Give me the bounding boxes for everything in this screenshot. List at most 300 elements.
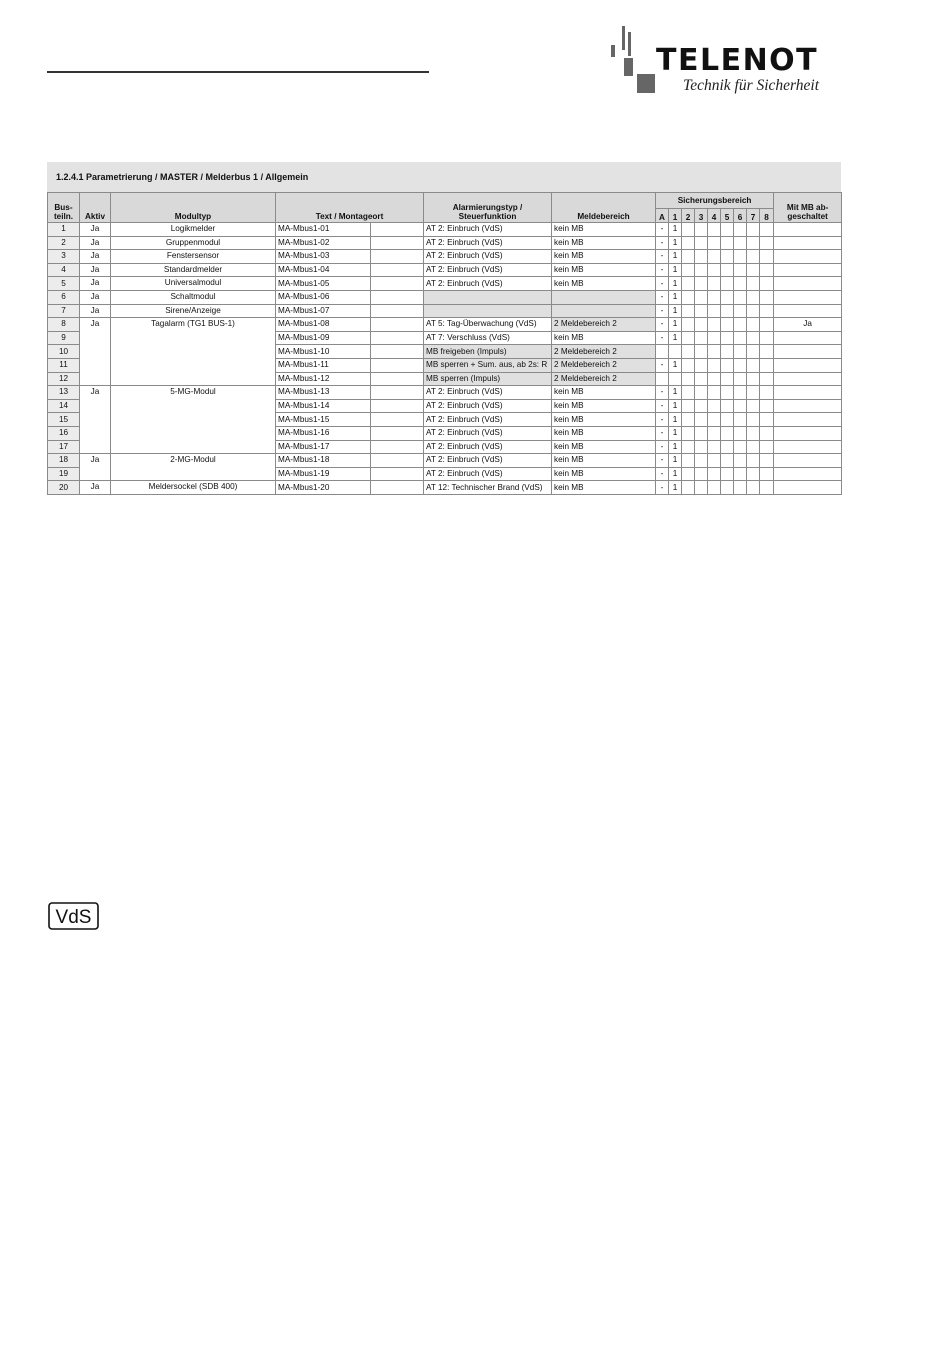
sb-6-cell	[734, 250, 747, 264]
modultyp-cell: Schaltmodul	[111, 290, 276, 304]
sb-7-cell	[747, 304, 760, 318]
table-row	[48, 236, 842, 250]
aktiv-cell: Ja	[80, 263, 111, 277]
text-montageort-cell: MA-Mbus1-09	[276, 331, 371, 345]
sb-5-cell	[721, 331, 734, 345]
sb-a-cell: -	[656, 318, 669, 332]
aktiv-cell: Ja	[80, 277, 111, 291]
meldebereich-cell: kein MB	[552, 440, 656, 454]
meldebereich-cell	[552, 304, 656, 318]
sb-1-cell: 1	[669, 290, 682, 304]
sb-2-cell	[682, 345, 695, 359]
mit-mb-cell	[774, 277, 842, 291]
header-aktiv: Aktiv	[80, 193, 111, 223]
sb-1-cell	[669, 372, 682, 386]
melderbus-table	[47, 192, 842, 495]
sb-3-cell	[695, 331, 708, 345]
sb-8-cell	[760, 318, 774, 332]
text-montageort-cell: MA-Mbus1-08	[276, 318, 371, 332]
sb-6-cell	[734, 263, 747, 277]
text-extra-cell	[371, 250, 424, 264]
sb-4-cell	[708, 358, 721, 372]
sb-4-cell	[708, 454, 721, 468]
alarm-type-cell: AT 12: Technischer Brand (VdS)	[424, 481, 552, 495]
sb-7-cell	[747, 277, 760, 291]
mit-mb-cell	[774, 413, 842, 427]
bus-number-cell: 17	[48, 440, 80, 454]
text-montageort-cell: MA-Mbus1-15	[276, 413, 371, 427]
table-row	[48, 481, 842, 495]
sb-6-cell	[734, 481, 747, 495]
sb-1-cell: 1	[669, 386, 682, 400]
sb-a-cell	[656, 345, 669, 359]
sb-6-cell	[734, 236, 747, 250]
sb-4-cell	[708, 399, 721, 413]
modultyp-cell: Universalmodul	[111, 277, 276, 291]
sb-4-cell	[708, 236, 721, 250]
alarm-type-cell	[424, 290, 552, 304]
sb-8-cell	[760, 454, 774, 468]
sb-5-cell	[721, 277, 734, 291]
sb-a-cell: -	[656, 250, 669, 264]
sb-4-cell	[708, 223, 721, 237]
sb-7-cell	[747, 331, 760, 345]
meldebereich-cell: kein MB	[552, 426, 656, 440]
sb-7-cell	[747, 345, 760, 359]
sb-2-cell	[682, 223, 695, 237]
bus-number-cell: 14	[48, 399, 80, 413]
alarm-type-cell: AT 2: Einbruch (VdS)	[424, 236, 552, 250]
sb-6-cell	[734, 413, 747, 427]
sb-7-cell	[747, 440, 760, 454]
sb-5-cell	[721, 236, 734, 250]
sb-a-cell: -	[656, 454, 669, 468]
mit-mb-cell	[774, 440, 842, 454]
sb-5-cell	[721, 304, 734, 318]
sb-4-cell	[708, 372, 721, 386]
sb-1-cell: 1	[669, 440, 682, 454]
text-montageort-cell: MA-Mbus1-20	[276, 481, 371, 495]
sb-7-cell	[747, 454, 760, 468]
text-montageort-cell: MA-Mbus1-11	[276, 358, 371, 372]
sb-4-cell	[708, 318, 721, 332]
sb-6-cell	[734, 318, 747, 332]
sb-2-cell	[682, 454, 695, 468]
sb-8-cell	[760, 304, 774, 318]
sb-3-cell	[695, 440, 708, 454]
alarm-type-cell: AT 2: Einbruch (VdS)	[424, 277, 552, 291]
table-row	[48, 290, 842, 304]
sb-a-cell: -	[656, 413, 669, 427]
sb-5-cell	[721, 467, 734, 481]
modultyp-cell: Tagalarm (TG1 BUS-1)	[111, 318, 276, 386]
meldebereich-cell: kein MB	[552, 399, 656, 413]
meldebereich-cell: 2 Meldebereich 2	[552, 345, 656, 359]
text-montageort-cell: MA-Mbus1-17	[276, 440, 371, 454]
mit-mb-cell	[774, 263, 842, 277]
sb-a-cell	[656, 372, 669, 386]
sb-7-cell	[747, 290, 760, 304]
header-sb-4: 4	[708, 209, 721, 223]
aktiv-cell: Ja	[80, 304, 111, 318]
sb-6-cell	[734, 223, 747, 237]
sb-2-cell	[682, 440, 695, 454]
alarm-type-cell: AT 2: Einbruch (VdS)	[424, 454, 552, 468]
bus-number-cell: 7	[48, 304, 80, 318]
bus-number-cell: 19	[48, 467, 80, 481]
header-alarm: Alarmierungstyp / Steuerfunktion	[424, 193, 552, 223]
text-extra-cell	[371, 372, 424, 386]
sb-4-cell	[708, 440, 721, 454]
sb-3-cell	[695, 467, 708, 481]
meldebereich-cell: kein MB	[552, 467, 656, 481]
table-row	[48, 318, 842, 332]
alarm-type-cell: MB freigeben (Impuls)	[424, 345, 552, 359]
bus-number-cell: 12	[48, 372, 80, 386]
sb-6-cell	[734, 386, 747, 400]
meldebereich-cell: 2 Meldebereich 2	[552, 372, 656, 386]
sb-4-cell	[708, 331, 721, 345]
alarm-type-cell: MB sperren (Impuls)	[424, 372, 552, 386]
text-extra-cell	[371, 277, 424, 291]
modultyp-cell: Meldersockel (SDB 400)	[111, 481, 276, 495]
header-mitmb: Mit MB ab-geschaltet	[774, 193, 842, 223]
logo-tagline: Technik für Sicherheit	[683, 77, 820, 94]
sb-5-cell	[721, 372, 734, 386]
text-extra-cell	[371, 481, 424, 495]
mit-mb-cell	[774, 454, 842, 468]
text-montageort-cell: MA-Mbus1-18	[276, 454, 371, 468]
sb-5-cell	[721, 223, 734, 237]
meldebereich-cell: kein MB	[552, 277, 656, 291]
text-montageort-cell: MA-Mbus1-07	[276, 304, 371, 318]
header-meldebereich: Meldebereich	[552, 193, 656, 223]
sb-2-cell	[682, 358, 695, 372]
sb-8-cell	[760, 250, 774, 264]
alarm-type-cell: AT 2: Einbruch (VdS)	[424, 413, 552, 427]
sb-2-cell	[682, 467, 695, 481]
header-sb-3: 3	[695, 209, 708, 223]
text-extra-cell	[371, 467, 424, 481]
sb-3-cell	[695, 426, 708, 440]
sb-7-cell	[747, 481, 760, 495]
sb-1-cell: 1	[669, 331, 682, 345]
table-row	[48, 250, 842, 264]
modultyp-cell: Sirene/Anzeige	[111, 304, 276, 318]
sb-2-cell	[682, 426, 695, 440]
vds-mark	[48, 902, 100, 930]
alarm-type-cell: AT 2: Einbruch (VdS)	[424, 467, 552, 481]
sb-7-cell	[747, 223, 760, 237]
sb-a-cell: -	[656, 399, 669, 413]
meldebereich-cell	[552, 290, 656, 304]
aktiv-cell: Ja	[80, 481, 111, 495]
sb-5-cell	[721, 399, 734, 413]
header-sb-1: 1	[669, 209, 682, 223]
sb-2-cell	[682, 290, 695, 304]
sb-1-cell: 1	[669, 304, 682, 318]
bus-number-cell: 3	[48, 250, 80, 264]
sb-6-cell	[734, 399, 747, 413]
parameter-table-panel	[47, 162, 841, 519]
sb-4-cell	[708, 413, 721, 427]
table-row	[48, 263, 842, 277]
meldebereich-cell: kein MB	[552, 263, 656, 277]
sb-5-cell	[721, 358, 734, 372]
sb-a-cell: -	[656, 223, 669, 237]
header-text: Text / Montageort	[276, 193, 424, 223]
text-montageort-cell: MA-Mbus1-06	[276, 290, 371, 304]
meldebereich-cell: kein MB	[552, 413, 656, 427]
mit-mb-cell	[774, 426, 842, 440]
sb-7-cell	[747, 386, 760, 400]
sb-2-cell	[682, 372, 695, 386]
sb-7-cell	[747, 399, 760, 413]
sb-8-cell	[760, 345, 774, 359]
table-row	[48, 223, 842, 237]
sb-3-cell	[695, 223, 708, 237]
sb-a-cell: -	[656, 386, 669, 400]
sb-3-cell	[695, 413, 708, 427]
sb-8-cell	[760, 236, 774, 250]
mit-mb-cell	[774, 467, 842, 481]
text-extra-cell	[371, 331, 424, 345]
sb-1-cell: 1	[669, 358, 682, 372]
header-rule	[47, 71, 429, 73]
sb-7-cell	[747, 236, 760, 250]
mit-mb-cell	[774, 304, 842, 318]
sb-7-cell	[747, 426, 760, 440]
text-extra-cell	[371, 290, 424, 304]
sb-3-cell	[695, 263, 708, 277]
sb-5-cell	[721, 454, 734, 468]
sb-1-cell: 1	[669, 277, 682, 291]
sb-6-cell	[734, 454, 747, 468]
aktiv-cell: Ja	[80, 236, 111, 250]
bus-number-cell: 10	[48, 345, 80, 359]
sb-4-cell	[708, 263, 721, 277]
sb-7-cell	[747, 250, 760, 264]
sb-8-cell	[760, 440, 774, 454]
bus-number-cell: 11	[48, 358, 80, 372]
meldebereich-cell: 2 Meldebereich 2	[552, 318, 656, 332]
sb-3-cell	[695, 399, 708, 413]
aktiv-cell: Ja	[80, 454, 111, 481]
text-extra-cell	[371, 426, 424, 440]
modultyp-cell: 2-MG-Modul	[111, 454, 276, 481]
sb-4-cell	[708, 304, 721, 318]
sb-3-cell	[695, 454, 708, 468]
text-montageort-cell: MA-Mbus1-10	[276, 345, 371, 359]
sb-3-cell	[695, 318, 708, 332]
sb-6-cell	[734, 467, 747, 481]
sb-5-cell	[721, 386, 734, 400]
mit-mb-cell	[774, 345, 842, 359]
mit-mb-cell	[774, 223, 842, 237]
sb-a-cell: -	[656, 426, 669, 440]
sb-5-cell	[721, 263, 734, 277]
table-row	[48, 386, 842, 400]
vds-text: VdS	[55, 907, 92, 928]
sb-a-cell: -	[656, 467, 669, 481]
mit-mb-cell	[774, 358, 842, 372]
sb-2-cell	[682, 318, 695, 332]
sb-8-cell	[760, 358, 774, 372]
alarm-type-cell: AT 2: Einbruch (VdS)	[424, 386, 552, 400]
bus-number-cell: 4	[48, 263, 80, 277]
sb-4-cell	[708, 481, 721, 495]
sb-a-cell: -	[656, 358, 669, 372]
bus-number-cell: 5	[48, 277, 80, 291]
mit-mb-cell	[774, 236, 842, 250]
sb-8-cell	[760, 263, 774, 277]
sb-a-cell: -	[656, 331, 669, 345]
text-extra-cell	[371, 223, 424, 237]
sb-8-cell	[760, 290, 774, 304]
sb-6-cell	[734, 345, 747, 359]
sb-1-cell	[669, 345, 682, 359]
bus-number-cell: 20	[48, 481, 80, 495]
sb-5-cell	[721, 250, 734, 264]
text-montageort-cell: MA-Mbus1-04	[276, 263, 371, 277]
sb-a-cell: -	[656, 236, 669, 250]
aktiv-cell: Ja	[80, 386, 111, 454]
sb-2-cell	[682, 304, 695, 318]
logo-wordmark: TELENOT	[656, 43, 819, 78]
sb-1-cell: 1	[669, 236, 682, 250]
sb-1-cell: 1	[669, 318, 682, 332]
meldebereich-cell: kein MB	[552, 223, 656, 237]
sb-4-cell	[708, 250, 721, 264]
sb-1-cell: 1	[669, 413, 682, 427]
sb-6-cell	[734, 331, 747, 345]
telenot-logo	[608, 26, 858, 98]
sb-3-cell	[695, 358, 708, 372]
sb-8-cell	[760, 223, 774, 237]
sb-a-cell: -	[656, 290, 669, 304]
aktiv-cell: Ja	[80, 318, 111, 386]
text-montageort-cell: MA-Mbus1-05	[276, 277, 371, 291]
sb-6-cell	[734, 372, 747, 386]
sb-3-cell	[695, 277, 708, 291]
sb-5-cell	[721, 426, 734, 440]
sb-7-cell	[747, 372, 760, 386]
text-montageort-cell: MA-Mbus1-03	[276, 250, 371, 264]
sb-8-cell	[760, 467, 774, 481]
sb-5-cell	[721, 481, 734, 495]
sb-4-cell	[708, 290, 721, 304]
sb-3-cell	[695, 304, 708, 318]
bus-number-cell: 16	[48, 426, 80, 440]
sb-2-cell	[682, 250, 695, 264]
meldebereich-cell: kein MB	[552, 250, 656, 264]
sb-7-cell	[747, 467, 760, 481]
text-montageort-cell: MA-Mbus1-02	[276, 236, 371, 250]
sb-2-cell	[682, 236, 695, 250]
alarm-type-cell	[424, 304, 552, 318]
sb-1-cell: 1	[669, 399, 682, 413]
mit-mb-cell	[774, 331, 842, 345]
text-extra-cell	[371, 454, 424, 468]
header-sicherungsbereich: Sicherungsbereich	[656, 193, 774, 209]
sb-7-cell	[747, 263, 760, 277]
table-row	[48, 304, 842, 318]
aktiv-cell: Ja	[80, 290, 111, 304]
header-sb-5: 5	[721, 209, 734, 223]
modultyp-cell: 5-MG-Modul	[111, 386, 276, 454]
alarm-type-cell: AT 7: Verschluss (VdS)	[424, 331, 552, 345]
alarm-type-cell: MB sperren + Sum. aus, ab 2s: R	[424, 358, 552, 372]
sb-3-cell	[695, 386, 708, 400]
mit-mb-cell: Ja	[774, 318, 842, 332]
sb-4-cell	[708, 426, 721, 440]
bus-number-cell: 6	[48, 290, 80, 304]
bus-number-cell: 2	[48, 236, 80, 250]
sb-3-cell	[695, 290, 708, 304]
aktiv-cell: Ja	[80, 223, 111, 237]
mit-mb-cell	[774, 481, 842, 495]
sb-1-cell: 1	[669, 454, 682, 468]
mit-mb-cell	[774, 372, 842, 386]
meldebereich-cell: kein MB	[552, 331, 656, 345]
sb-a-cell: -	[656, 440, 669, 454]
table-row	[48, 277, 842, 291]
sb-5-cell	[721, 318, 734, 332]
text-montageort-cell: MA-Mbus1-12	[276, 372, 371, 386]
text-extra-cell	[371, 345, 424, 359]
header-sb-2: 2	[682, 209, 695, 223]
alarm-type-cell: AT 2: Einbruch (VdS)	[424, 250, 552, 264]
alarm-type-cell: AT 2: Einbruch (VdS)	[424, 426, 552, 440]
meldebereich-cell: kein MB	[552, 454, 656, 468]
bus-number-cell: 8	[48, 318, 80, 332]
text-extra-cell	[371, 304, 424, 318]
bus-number-cell: 9	[48, 331, 80, 345]
sb-8-cell	[760, 426, 774, 440]
text-extra-cell	[371, 386, 424, 400]
header-bus: Bus-teiln.	[48, 193, 80, 223]
text-extra-cell	[371, 413, 424, 427]
modultyp-cell: Standardmelder	[111, 263, 276, 277]
sb-4-cell	[708, 467, 721, 481]
sb-1-cell: 1	[669, 426, 682, 440]
modultyp-cell: Fenstersensor	[111, 250, 276, 264]
alarm-type-cell: AT 2: Einbruch (VdS)	[424, 399, 552, 413]
sb-1-cell: 1	[669, 263, 682, 277]
sb-1-cell: 1	[669, 250, 682, 264]
aktiv-cell: Ja	[80, 250, 111, 264]
text-extra-cell	[371, 318, 424, 332]
sb-3-cell	[695, 481, 708, 495]
sb-4-cell	[708, 386, 721, 400]
sb-3-cell	[695, 345, 708, 359]
sb-a-cell: -	[656, 263, 669, 277]
mit-mb-cell	[774, 386, 842, 400]
meldebereich-cell: 2 Meldebereich 2	[552, 358, 656, 372]
bus-number-cell: 13	[48, 386, 80, 400]
sb-2-cell	[682, 331, 695, 345]
sb-7-cell	[747, 318, 760, 332]
table-body	[48, 223, 842, 495]
sb-a-cell: -	[656, 277, 669, 291]
sb-6-cell	[734, 358, 747, 372]
sb-4-cell	[708, 277, 721, 291]
sb-8-cell	[760, 386, 774, 400]
alarm-type-cell: AT 5: Tag-Überwachung (VdS)	[424, 318, 552, 332]
sb-6-cell	[734, 304, 747, 318]
text-montageort-cell: MA-Mbus1-14	[276, 399, 371, 413]
header-sb-7: 7	[747, 209, 760, 223]
